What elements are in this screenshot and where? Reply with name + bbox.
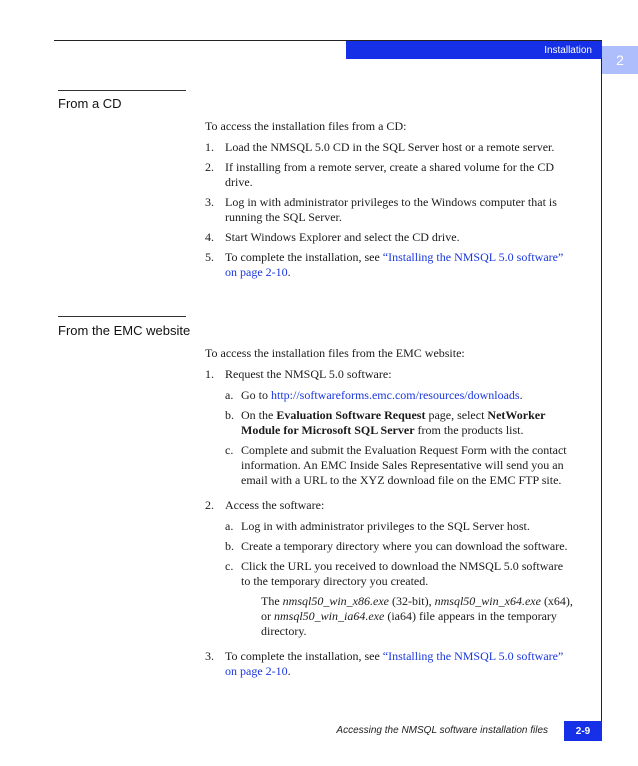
sub-step-suffix: from the products list. [414,423,524,437]
page-number: 2-9 [575,725,591,737]
sub-step-letter: b. [225,539,234,553]
step-number: 1. [205,140,214,154]
file-name: nmsql50_win_x64.exe [434,594,541,608]
section-rule-cd [58,90,186,91]
list-item [225,519,575,534]
page-name-bold: Evaluation Software Request [276,408,426,422]
footer-title: Accessing the NMSQL software installation files [336,725,548,736]
list-item [205,250,575,280]
step-text [225,250,575,280]
step-text-prefix: To complete the installation, see [225,649,383,663]
cd-intro: To access the installation files from a CD: [205,119,407,133]
section-title-cd: From a CD [58,96,122,111]
file-name: nmsql50_win_x86.exe [282,594,389,608]
install-section-link[interactable]: “Installing the NMSQL 5.0 software” on page 2-10 [225,250,564,279]
step-number: 3. [205,195,214,209]
margin-rule [601,58,602,738]
header-section-bar [346,41,602,59]
list-item [205,230,575,245]
step-text: Request the NMSQL 5.0 software: [225,367,392,381]
note-text: (ia64) file appears in the temporary directory. [261,609,557,638]
step-body [225,498,575,644]
downloads-url-link[interactable]: http://softwareforms.emc.com/resources/downloads [271,388,520,402]
step-text [225,649,575,679]
file-name: nmsql50_win_ia64.exe [274,609,385,623]
list-item [205,140,575,155]
note-text: (32-bit), [388,594,435,608]
sub-step-text: Create a temporary directory where you can download the software. [241,539,568,553]
file-names-note [261,594,575,639]
list-item [205,160,575,190]
sub-step-letter: b. [225,408,234,422]
sub-step-text: Complete and submit the Evaluation Request Form with the contact information. An EMC Inside Sales Representative will send you an email with a URL to the XYZ download file on the EMC FTP site. [241,443,567,487]
list-item [225,408,575,438]
sub-step-suffix: . [519,388,523,402]
list-item [225,388,575,403]
list-item [205,649,575,679]
sub-step-prefix: Go to [241,388,271,402]
sub-step-text [241,388,575,403]
list-item [225,539,575,554]
step-text-suffix: . [287,265,291,279]
list-item [205,367,575,493]
step-number: 4. [205,230,214,244]
step-number: 2. [205,160,214,174]
sub-step-letter: a. [225,519,234,533]
sub-step-letter: a. [225,388,234,402]
step-number: 2. [205,498,214,512]
section-rule-web [58,316,186,317]
web-intro: To access the installation files from the EMC website: [205,346,465,360]
sub-step-text: Log in with administrator privileges to the SQL Server host. [241,519,530,533]
step-text-suffix: . [287,664,291,678]
web-instructions [205,346,575,684]
step-text: Access the software: [225,498,325,512]
chapter-tab [602,46,638,74]
step-text: Start Windows Explorer and select the CD drive. [225,230,460,244]
sub-step-mid: page, select [425,408,488,422]
list-item [225,443,575,488]
header-section-label: Installation [544,44,592,56]
step-number: 5. [205,250,214,264]
install-section-link[interactable]: “Installing the NMSQL 5.0 software” on page 2-10 [225,649,564,678]
sub-step-letter: c. [225,443,234,457]
step-text: Log in with administrator privileges to the Windows computer that is running the SQL Server. [225,195,557,224]
page-number-badge [564,721,602,741]
note-text: The [261,594,283,608]
chapter-number: 2 [616,52,624,68]
section-title-web: From the EMC website [58,323,191,338]
cd-instructions [205,119,575,285]
sub-step-prefix: On the [241,408,277,422]
step-text: Load the NMSQL 5.0 CD in the SQL Server host or a remote server. [225,140,555,154]
web-steps-list [205,367,575,679]
sub-steps-list [225,519,575,589]
step-number: 3. [205,649,214,663]
product-name-bold: NetWorker Module for Microsoft SQL Server [241,408,546,437]
sub-step-letter: c. [225,559,234,573]
step-body [225,367,575,493]
sub-step-text: Click the URL you received to download the NMSQL 5.0 software to the temporary directory you created. [241,559,564,588]
note-text: (x64), or [261,594,573,623]
step-number: 1. [205,367,214,381]
list-item [205,195,575,225]
list-item [225,559,575,589]
cd-steps-list [205,140,575,280]
sub-steps-list [225,388,575,488]
step-text-prefix: To complete the installation, see [225,250,383,264]
sub-step-text [241,408,575,438]
step-text: If installing from a remote server, create a shared volume for the CD drive. [225,160,555,189]
list-item [205,498,575,644]
